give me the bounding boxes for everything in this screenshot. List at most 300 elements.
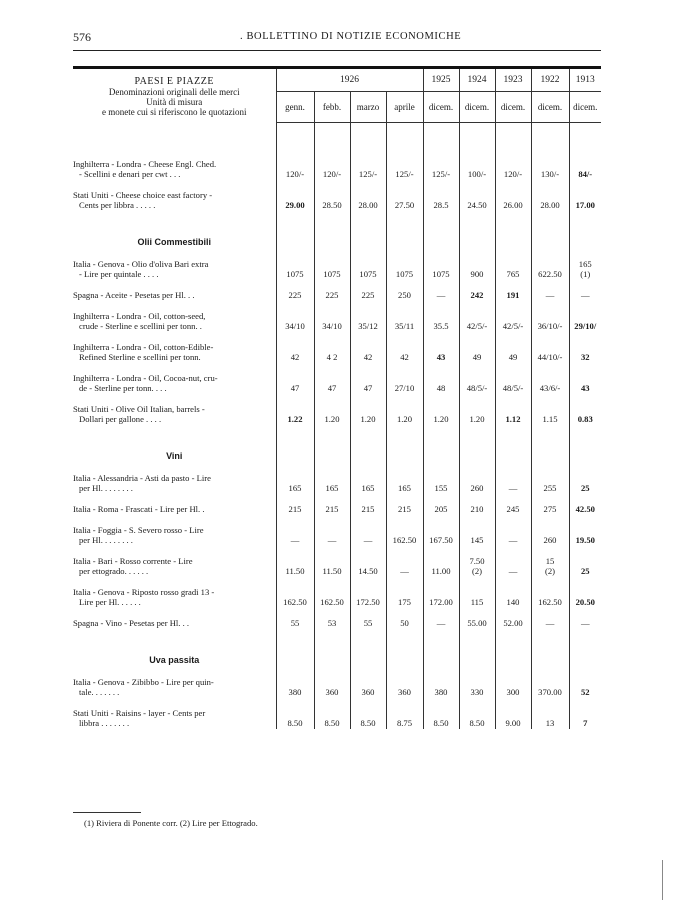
- description-line: per Hl. . . . . . . .: [79, 482, 133, 493]
- value-text: 210: [470, 503, 484, 514]
- spacer-cell: [459, 546, 495, 556]
- value-cell: [495, 159, 531, 180]
- description-line: per ettogrado. . . . . .: [79, 565, 149, 576]
- header-rule: [73, 50, 601, 51]
- spacer-cell: [73, 301, 276, 311]
- value-cell: [459, 342, 495, 363]
- spacer-cell: [350, 515, 386, 525]
- value-text: 125/-: [395, 168, 414, 179]
- value-cell: [569, 473, 601, 494]
- value-text: 50: [400, 617, 409, 628]
- empty-cell: [276, 651, 314, 667]
- spacer-cell: [459, 332, 495, 342]
- spacer-cell: [495, 280, 531, 290]
- spacer-cell: [314, 494, 350, 504]
- spacer-cell: [314, 515, 350, 525]
- value-text: 225: [361, 289, 375, 300]
- value-cell: [423, 342, 459, 363]
- description-header: [73, 68, 276, 123]
- month-header: dicem.: [459, 92, 495, 122]
- spacer-cell: [531, 463, 569, 473]
- row-description: [73, 342, 276, 363]
- header-title: PAESI E PIAZZE: [134, 75, 214, 87]
- spacer-cell: [73, 463, 276, 473]
- value-text: 215: [288, 503, 302, 514]
- value-text: 48/5/-: [466, 382, 488, 393]
- value-text: 100/-: [467, 168, 487, 179]
- spacer-cell: [495, 122, 531, 159]
- value-cell: [314, 618, 350, 629]
- value-text: 29/10/: [574, 320, 597, 331]
- value-text: 120/-: [285, 168, 305, 179]
- value-cell: [569, 404, 601, 425]
- value-text: 29.00: [285, 199, 305, 210]
- spacer-cell: [531, 394, 569, 404]
- spacer-cell: [350, 122, 386, 159]
- value-text: 55: [363, 617, 373, 628]
- value-text: 191: [506, 289, 520, 300]
- spacer-cell: [495, 546, 531, 556]
- value-cell: [386, 373, 423, 394]
- value-text: 360: [398, 686, 411, 697]
- spacer-cell: [531, 332, 569, 342]
- spacer-row: [73, 394, 601, 404]
- value-cell: [276, 373, 314, 394]
- value-cell: [459, 677, 495, 698]
- value-text: 47: [327, 382, 337, 393]
- value-text: 24.50: [467, 199, 487, 210]
- spacer-cell: [569, 425, 601, 447]
- month-header: genn.: [276, 92, 314, 122]
- value-cell: [314, 556, 350, 577]
- value-text: 155: [434, 482, 448, 493]
- value-text: 900: [470, 268, 484, 279]
- empty-cell: [495, 651, 531, 667]
- value-cell: [459, 618, 495, 629]
- value-cell: [314, 373, 350, 394]
- value-cell: [531, 259, 569, 280]
- value-text: 162.50: [538, 596, 562, 607]
- spacer-cell: [569, 301, 601, 311]
- spacer-cell: [350, 546, 386, 556]
- spacer-cell: [350, 180, 386, 190]
- value-cell: [386, 504, 423, 515]
- spacer-cell: [531, 608, 569, 618]
- spacer-cell: [423, 301, 459, 311]
- spacer-cell: [569, 494, 601, 504]
- value-cell: [495, 504, 531, 515]
- value-cell: [350, 311, 386, 332]
- spacer-cell: [350, 280, 386, 290]
- spacer-cell: [350, 494, 386, 504]
- empty-cell: [569, 447, 601, 463]
- value-cell: [276, 587, 314, 608]
- spacer-row: [73, 546, 601, 556]
- value-cell: [459, 373, 495, 394]
- description-line: Inghilterra - Londra - Cheese Engl. Ched.: [73, 158, 217, 169]
- value-cell: [459, 556, 495, 577]
- row-description: [73, 708, 276, 729]
- spacer-cell: [423, 425, 459, 447]
- value-text: 300: [506, 686, 520, 697]
- spacer-cell: [495, 577, 531, 587]
- value-cell: [423, 708, 459, 729]
- spacer-cell: [569, 546, 601, 556]
- spacer-cell: [314, 301, 350, 311]
- description-line: Refined Sterline e scellini per tonn.: [79, 351, 201, 362]
- empty-cell: [459, 233, 495, 249]
- value-cell: [459, 587, 495, 608]
- description-line: Stati Uniti - Raisins - layer - Cents per: [73, 707, 206, 718]
- value-cell: [276, 677, 314, 698]
- empty-cell: [495, 447, 531, 463]
- spacer-cell: [495, 425, 531, 447]
- spacer-cell: [569, 122, 601, 159]
- spacer-cell: [350, 425, 386, 447]
- spacer-cell: [350, 363, 386, 373]
- value-text: —: [363, 534, 373, 545]
- value-text: 250: [398, 289, 411, 300]
- row-description: [73, 190, 276, 211]
- year-header: 1913: [569, 68, 601, 92]
- value-text: 36/10/-: [537, 320, 563, 331]
- description-line: Italia - Foggia - S. Severo rosso - Lire: [73, 524, 204, 535]
- year-header: 1922: [531, 68, 569, 92]
- value-text: 172.50: [356, 596, 380, 607]
- running-head: . BOLLETTINO DI NOTIZIE ECONOMICHE: [240, 31, 462, 42]
- value-text: 165: [361, 482, 375, 493]
- margin-mark: [662, 860, 663, 900]
- year-header: 1925: [423, 68, 459, 92]
- spacer-cell: [459, 122, 495, 159]
- spacer-cell: [276, 608, 314, 618]
- value-cell: [423, 587, 459, 608]
- value-text: 8.50: [469, 717, 485, 728]
- value-cell: [459, 708, 495, 729]
- spacer-cell: [276, 363, 314, 373]
- empty-cell: [314, 233, 350, 249]
- value-text: —: [436, 289, 446, 300]
- spacer-cell: [386, 463, 423, 473]
- spacer-cell: [276, 394, 314, 404]
- spacer-cell: [459, 577, 495, 587]
- value-cell: [459, 473, 495, 494]
- value-text: —: [400, 565, 409, 576]
- value-cell: [350, 159, 386, 180]
- spacer-cell: [314, 698, 350, 708]
- spacer-cell: [386, 425, 423, 447]
- value-cell: [423, 311, 459, 332]
- description-line: libbra . . . . . . .: [79, 717, 130, 728]
- value-cell: [569, 190, 601, 211]
- value-cell: [495, 708, 531, 729]
- value-cell: [531, 556, 569, 577]
- value-cell: [423, 525, 459, 546]
- section-title: Vini: [166, 450, 183, 461]
- page-number: 576: [73, 30, 91, 44]
- spacer-cell: [569, 211, 601, 233]
- value-cell: [423, 404, 459, 425]
- value-cell: [314, 311, 350, 332]
- empty-cell: [276, 447, 314, 463]
- description-line: Italia - Bari - Rosso corrente - Lire: [73, 555, 193, 566]
- spacer-cell: [276, 122, 314, 159]
- value-cell: [531, 618, 569, 629]
- row-description: [73, 404, 276, 425]
- spacer-cell: [423, 546, 459, 556]
- value-text: —: [580, 289, 590, 300]
- spacer-cell: [386, 363, 423, 373]
- spacer-cell: [73, 494, 276, 504]
- spacer-cell: [386, 629, 423, 651]
- spacer-cell: [495, 463, 531, 473]
- spacer-cell: [73, 425, 276, 447]
- table-header: [73, 68, 601, 123]
- value-cell: [350, 708, 386, 729]
- value-text: 25: [580, 482, 590, 493]
- value-cell: [386, 190, 423, 211]
- empty-cell: [459, 651, 495, 667]
- spacer-cell: [531, 180, 569, 190]
- value-text: 167.50: [429, 534, 453, 545]
- value-text: 162.50: [392, 534, 417, 545]
- value-cell: [531, 504, 569, 515]
- spacer-cell: [314, 211, 350, 233]
- value-text: 1075: [359, 268, 377, 279]
- value-text: —: [508, 534, 518, 545]
- value-cell: [495, 404, 531, 425]
- spacer-cell: [314, 425, 350, 447]
- spacer-cell: [423, 280, 459, 290]
- value-cell: [386, 342, 423, 363]
- value-text: 1075: [395, 268, 414, 279]
- empty-cell: [276, 233, 314, 249]
- value-cell: [314, 677, 350, 698]
- spacer-row: [73, 667, 601, 677]
- description-line: Inghilterra - Londra - Oil, Cocoa-nut, cru-: [73, 372, 218, 383]
- value-cell: [423, 373, 459, 394]
- value-text: 622.50: [538, 268, 562, 279]
- value-cell: [350, 525, 386, 546]
- value-cell: [459, 525, 495, 546]
- value-text: 8.50: [324, 717, 340, 728]
- value-text: 53: [327, 617, 337, 628]
- spacer-cell: [569, 577, 601, 587]
- value-text: 49: [472, 351, 482, 362]
- value-cell: [276, 525, 314, 546]
- value-text: 43/6/-: [539, 382, 561, 393]
- spacer-cell: [314, 608, 350, 618]
- row-description: [73, 159, 276, 180]
- spacer-cell: [314, 394, 350, 404]
- spacer-cell: [459, 363, 495, 373]
- empty-cell: [531, 651, 569, 667]
- table-row: [73, 556, 601, 577]
- value-text: 330: [470, 686, 484, 697]
- spacer-cell: [423, 667, 459, 677]
- spacer-row: [73, 363, 601, 373]
- spacer-cell: [495, 494, 531, 504]
- spacer-cell: [531, 363, 569, 373]
- section-row: [73, 651, 601, 667]
- value-cell: [423, 677, 459, 698]
- value-cell: [276, 259, 314, 280]
- value-cell: [350, 556, 386, 577]
- value-text: 140: [506, 596, 520, 607]
- spacer-cell: [73, 332, 276, 342]
- table-row: [73, 342, 601, 363]
- value-cell: [569, 587, 601, 608]
- value-cell: [423, 504, 459, 515]
- spacer-cell: [350, 332, 386, 342]
- value-cell: [276, 311, 314, 332]
- table-row: [73, 504, 601, 515]
- spacer-cell: [495, 667, 531, 677]
- spacer-row: [73, 122, 601, 159]
- empty-cell: [386, 233, 423, 249]
- value-cell: [569, 677, 601, 698]
- value-text: 52.00: [503, 617, 523, 628]
- spacer-cell: [73, 211, 276, 233]
- empty-cell: [423, 651, 459, 667]
- value-cell: [531, 311, 569, 332]
- spacer-cell: [423, 577, 459, 587]
- description-line: de - Sterline per tonn. . . .: [79, 382, 167, 393]
- spacer-cell: [569, 249, 601, 259]
- spacer-row: [73, 211, 601, 233]
- spacer-cell: [276, 667, 314, 677]
- value-text: 55: [290, 617, 300, 628]
- spacer-cell: [386, 515, 423, 525]
- value-cell: [386, 525, 423, 546]
- row-description: [73, 525, 276, 546]
- value-text: 28.5: [433, 199, 449, 210]
- spacer-cell: [459, 608, 495, 618]
- value-cell: [276, 290, 314, 301]
- value-cell: [386, 556, 423, 577]
- spacer-cell: [569, 608, 601, 618]
- value-cell: [276, 556, 314, 577]
- description-line: Cents per libbra . . . . .: [79, 199, 156, 210]
- month-header: dicem.: [569, 92, 601, 122]
- value-text: 55.00: [467, 617, 487, 628]
- spacer-cell: [314, 577, 350, 587]
- description-line: Italia - Alessandria - Asti da pasto - Lire: [73, 472, 211, 483]
- value-cell: [495, 373, 531, 394]
- value-text: 1.20: [396, 413, 413, 424]
- row-description: [73, 556, 276, 577]
- value-text: 245: [506, 503, 520, 514]
- value-text: 162.50: [320, 596, 344, 607]
- spacer-cell: [276, 301, 314, 311]
- spacer-cell: [569, 667, 601, 677]
- spacer-cell: [386, 546, 423, 556]
- spacer-cell: [569, 332, 601, 342]
- spacer-cell: [459, 629, 495, 651]
- value-text: 47: [363, 382, 373, 393]
- value-cell: [276, 473, 314, 494]
- value-cell: [314, 587, 350, 608]
- value-cell: [495, 618, 531, 629]
- year-header: 1924: [459, 68, 495, 92]
- spacer-cell: [73, 577, 276, 587]
- footnote-rule: [73, 812, 141, 813]
- spacer-cell: [350, 249, 386, 259]
- value-text: 48: [436, 382, 446, 393]
- month-header: dicem.: [495, 92, 531, 122]
- value-cell: [495, 525, 531, 546]
- value-cell: [314, 708, 350, 729]
- value-text: 1.20: [469, 413, 485, 424]
- spacer-cell: [276, 249, 314, 259]
- value-text: 1.20: [324, 413, 340, 424]
- spacer-cell: [276, 515, 314, 525]
- value-cell: [386, 618, 423, 629]
- value-cell: [531, 373, 569, 394]
- spacer-row: [73, 629, 601, 651]
- spacer-cell: [531, 122, 569, 159]
- value-cell: [386, 159, 423, 180]
- value-text: 120/-: [322, 168, 342, 179]
- empty-cell: [350, 651, 386, 667]
- spacer-cell: [350, 211, 386, 233]
- spacer-cell: [495, 249, 531, 259]
- value-text: 44/10/-: [537, 351, 563, 362]
- value-text: 242: [470, 289, 484, 300]
- spacer-cell: [350, 629, 386, 651]
- empty-cell: [459, 447, 495, 463]
- empty-cell: [531, 447, 569, 463]
- spacer-cell: [495, 301, 531, 311]
- value-cell: [459, 259, 495, 280]
- spacer-cell: [350, 463, 386, 473]
- description-line: crude - Sterline e scellini per tonn. .: [79, 320, 202, 331]
- value-text: —: [580, 617, 590, 628]
- value-text: 175: [398, 596, 411, 607]
- spacer-cell: [459, 394, 495, 404]
- value-text: 17.00: [575, 199, 595, 210]
- spacer-cell: [459, 698, 495, 708]
- description-line: Stati Uniti - Cheese choice east factory -: [73, 189, 213, 200]
- spacer-cell: [531, 301, 569, 311]
- spacer-cell: [423, 122, 459, 159]
- spacer-cell: [314, 122, 350, 159]
- spacer-cell: [276, 332, 314, 342]
- value-text: 1.12: [505, 413, 521, 424]
- value-cell: [350, 373, 386, 394]
- spacer-cell: [459, 301, 495, 311]
- empty-cell: [531, 233, 569, 249]
- table-row: [73, 373, 601, 394]
- value-text: 28.50: [322, 199, 342, 210]
- empty-cell: [569, 233, 601, 249]
- value-text: 0.83: [577, 413, 593, 424]
- value-cell: [350, 677, 386, 698]
- value-cell: [495, 259, 531, 280]
- value-cell: [495, 473, 531, 494]
- table-row: [73, 525, 601, 546]
- row-description: [73, 677, 276, 698]
- value-cell: [495, 556, 531, 577]
- spacer-cell: [495, 363, 531, 373]
- value-cell: [314, 290, 350, 301]
- value-text: 215: [361, 503, 375, 514]
- value-text: 13: [545, 717, 555, 728]
- value-text: 19.50: [575, 534, 595, 545]
- value-cell: [531, 587, 569, 608]
- value-text: 7: [583, 717, 588, 728]
- empty-cell: [350, 233, 386, 249]
